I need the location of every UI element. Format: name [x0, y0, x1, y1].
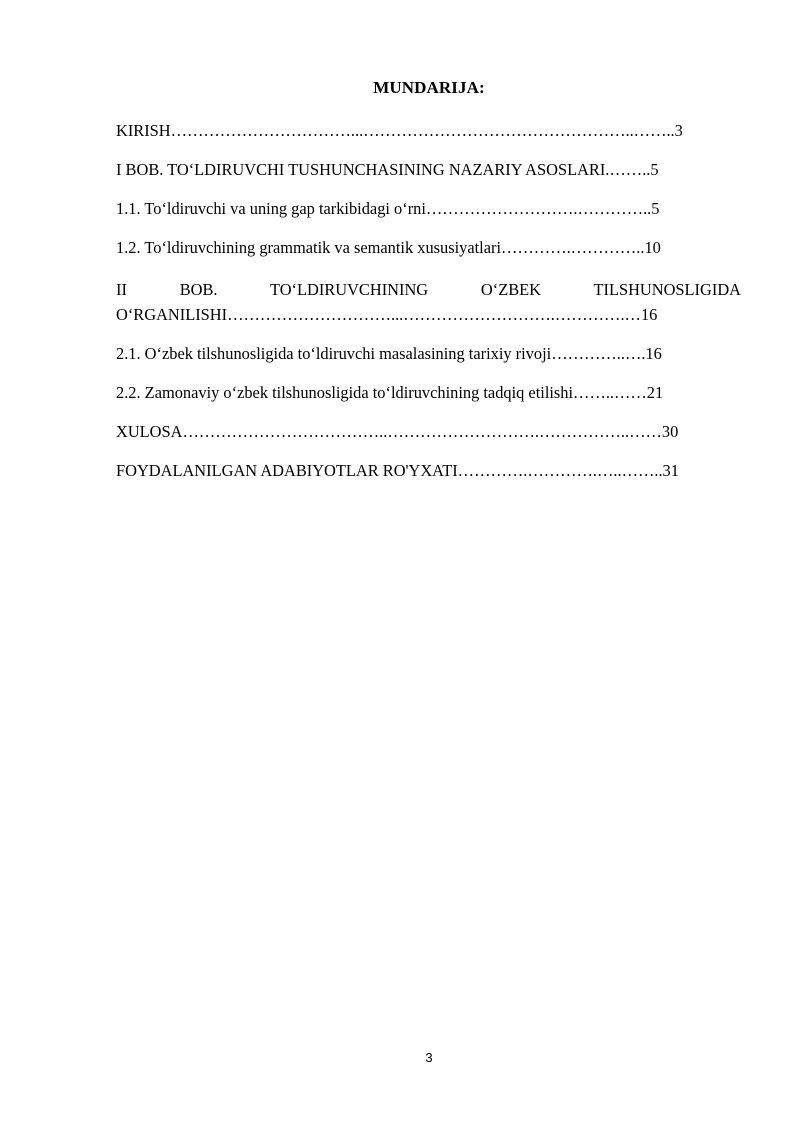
toc-entry-kirish: KIRISH……………………………...…………………………………………..……..3	[116, 121, 683, 140]
toc-entry-references: FOYDALANILGAN ADABIYOTLAR RO'YXATI………….………….…..……..31	[116, 461, 679, 480]
toc-entry-chapter-1: I BOB. TO‘LDIRUVCHI TUSHUNCHASINING NAZARIY ASOSLARI.……..5	[116, 160, 659, 179]
toc-entry-section-2-2: 2.2. Zamonaviy o‘zbek tilshunosligida to‘ldiruvchining tadqiq etilishi……..……21	[116, 383, 664, 402]
toc-entry-section-2-1: 2.1. O‘zbek tilshunosligida to‘ldiruvchi masalasining tarixiy rivoji…………..….16	[116, 344, 662, 363]
toc-entry-chapter-2	[116, 276, 741, 326]
toc-entry-section-1-2: 1.2. To‘ldiruvchining grammatik va semantik xususiyatlari………….…………..10	[116, 238, 661, 257]
toc-entry-chapter-2-line-1: II BOB. TO‘LDIRUVCHINING O‘ZBEK TILSHUNOSLIGIDA	[116, 280, 741, 299]
page-number: 3	[425, 1050, 433, 1065]
page-title: MUNDARIJA:	[373, 78, 485, 97]
toc-entry-xulosa: XULOSA………………………………..……………………….……………..……30	[116, 422, 679, 441]
toc-entry-chapter-2-line-2: O‘RGANILISHI…………………………...……………………….………….…16	[116, 305, 658, 324]
table-of-contents	[116, 120, 741, 499]
toc-entry-section-1-1: 1.1. To‘ldiruvchi va uning gap tarkibidagi o‘rni……………………….…………..5	[116, 199, 660, 218]
